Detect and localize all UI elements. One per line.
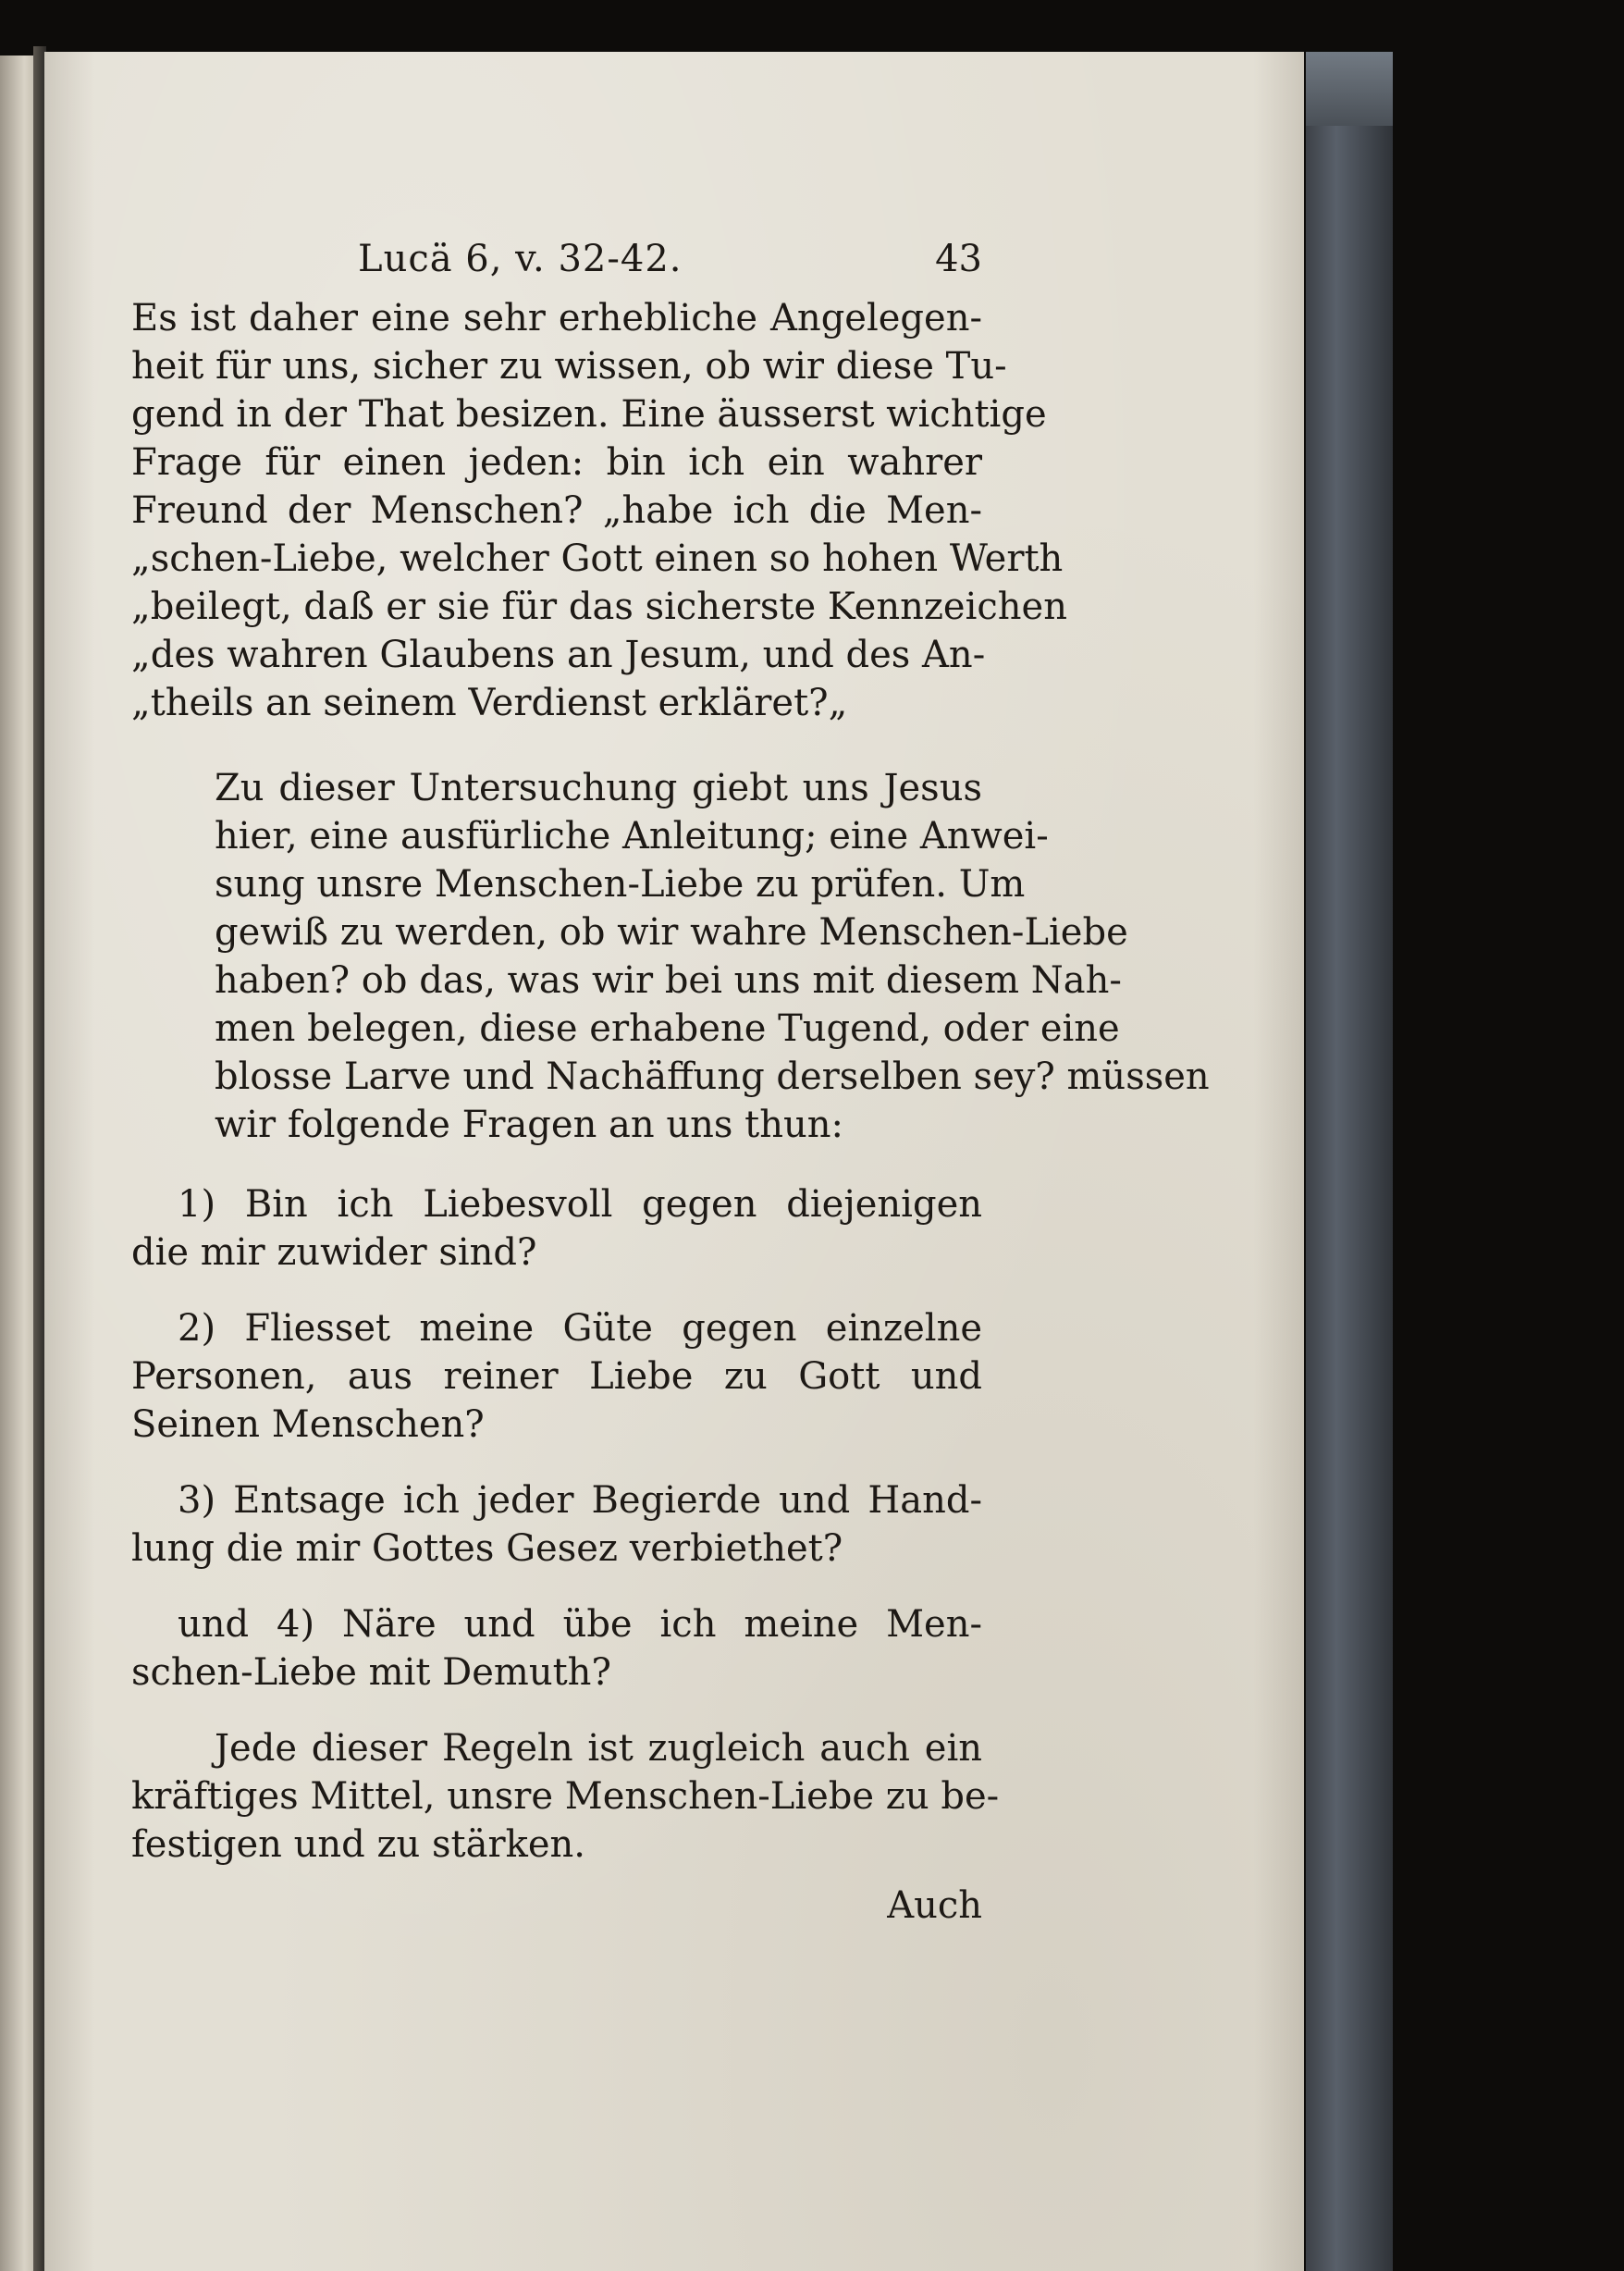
- question-2: [131, 1304, 982, 1449]
- running-head: Lucä 6, v. 32-42.: [358, 238, 683, 280]
- text-line: 3) Entsage ich jeder Begierde und Hand-: [178, 1479, 982, 1522]
- text-line: blosse Larve und Nachäffung derselben sey? müssen: [215, 1055, 1210, 1098]
- text-line: „des wahren Glaubens an Jesum, und des An-: [131, 634, 986, 676]
- text-line: sung unsre Menschen-Liebe zu prüfen. Um: [215, 863, 1026, 906]
- question-4: [131, 1600, 982, 1697]
- text-line: wir folgende Fragen an uns thun:: [215, 1104, 843, 1146]
- text-line: Jede dieser Regeln ist zugleich auch ein: [215, 1727, 982, 1770]
- text-line: die mir zuwider sind?: [131, 1231, 537, 1274]
- paragraph: [131, 294, 1067, 727]
- text-line: Freund der Menschen? „habe ich die Men-: [131, 489, 982, 532]
- cover-corner: [1306, 52, 1393, 126]
- text-line: heit für uns, sicher zu wissen, ob wir diese Tu-: [131, 345, 1007, 388]
- text-line: „theils an seinem Verdienst erkläret?„: [131, 682, 848, 724]
- text-line: haben? ob das, was wir bei uns mit diesem Nah-: [215, 959, 1122, 1002]
- text-line: Personen, aus reiner Liebe zu Gott und: [131, 1355, 982, 1398]
- page-header: [131, 231, 982, 287]
- page-number: 43: [935, 238, 982, 280]
- text-line: 2) Fliesset meine Güte gegen einzelne: [178, 1307, 982, 1350]
- text-line: hier, eine ausfürliche Anleitung; eine Anwei-: [215, 815, 1049, 858]
- text-line: Zu dieser Untersuchung giebt uns Jesus: [215, 767, 982, 809]
- text-line: gewiß zu werden, ob wir wahre Menschen-Liebe: [215, 911, 1128, 954]
- text-line: kräftiges Mittel, unsre Menschen-Liebe zu be-: [131, 1775, 1000, 1818]
- paragraph: [131, 1724, 1000, 1869]
- text-line: „schen-Liebe, welcher Gott einen so hohen Werth: [131, 537, 1064, 580]
- page-text: [131, 231, 1210, 1930]
- question-3: [131, 1476, 982, 1573]
- book-cover-edge: [1306, 52, 1393, 2271]
- text-line: men belegen, diese erhabene Tugend, oder eine: [215, 1007, 1120, 1050]
- text-line: Es ist daher eine sehr erhebliche Angelegen-: [131, 297, 982, 339]
- text-line: Seinen Menschen?: [131, 1403, 485, 1446]
- text-line: und 4) Näre und übe ich meine Men-: [178, 1603, 982, 1646]
- text-line: schen-Liebe mit Demuth?: [131, 1651, 611, 1694]
- paragraph: [131, 764, 1210, 1149]
- text-line: „beilegt, daß er sie für das sicherste Kennzeichen: [131, 586, 1067, 628]
- text-line: festigen und zu stärken.: [131, 1823, 585, 1866]
- text-line: lung die mir Gottes Gesez verbiethet?: [131, 1527, 843, 1570]
- question-1: [131, 1180, 982, 1277]
- text-line: Frage für einen jeden: bin ich ein wahrer: [131, 441, 982, 484]
- text-line: gend in der That besizen. Eine äusserst wichtige: [131, 393, 1047, 436]
- catchword: Auch: [887, 1884, 982, 1927]
- text-line: 1) Bin ich Liebesvoll gegen diejenigen: [178, 1183, 982, 1226]
